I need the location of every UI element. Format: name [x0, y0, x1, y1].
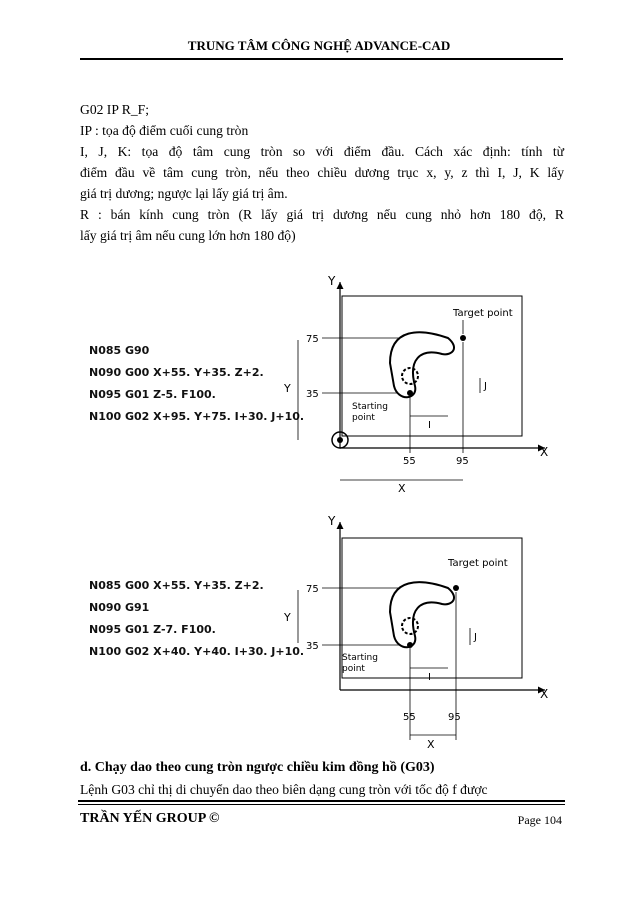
- arc-slot: [390, 582, 454, 647]
- start-label-1: Starting: [342, 653, 378, 663]
- page-header-title: TRUNG TÂM CÔNG NGHỆ ADVANCE-CAD: [187, 38, 451, 53]
- arc-slot: [390, 332, 454, 397]
- body-line-4: điểm đầu về tâm cung tròn, nếu theo chiều dương trục x, y, z thì I, J, K lấy: [80, 165, 564, 180]
- figure2-code-line: N090 G91: [89, 601, 150, 614]
- tick-x55: 55: [403, 712, 416, 723]
- y-axis-label: Y: [328, 514, 336, 528]
- target-point: [460, 335, 466, 341]
- start-point: [407, 390, 413, 396]
- body-line-7: lấy giá trị âm nếu cung lớn hơn 180 độ): [80, 228, 296, 243]
- figure2-code-line: N100 G02 X+40. Y+40. I+30. J+10.: [89, 645, 305, 658]
- tick-x95: 95: [456, 456, 469, 467]
- tick-x55: 55: [403, 456, 416, 467]
- body-line-5: giá trị dương; ngược lại lấy giá trị âm.: [80, 186, 288, 201]
- target-label: Target point: [453, 308, 513, 319]
- y-axis-label: Y: [328, 274, 336, 288]
- body-line-3: I, J, K: tọa độ tâm cung tròn so với điểm đầu. Cách xác định: tính từ: [80, 144, 564, 159]
- i-label: I: [428, 420, 431, 431]
- figure2-code-line: N085 G00 X+55. Y+35. Z+2.: [89, 579, 264, 592]
- figure1-code-line: N090 G00 X+55. Y+35. Z+2.: [89, 366, 264, 379]
- header-rule: [80, 58, 563, 60]
- tick-y35: 35: [306, 641, 319, 652]
- tick-y75: 75: [306, 584, 319, 595]
- figure2-diagram: [270, 510, 570, 755]
- y-dimension-label: Y: [284, 611, 291, 624]
- page-number: Page 104: [517, 813, 562, 827]
- section-heading: d. Chạy dao theo cung tròn ngược chiều kim đồng hồ (G03): [80, 760, 435, 775]
- start-label-2: point: [352, 413, 375, 423]
- tick-x95: 95: [448, 712, 461, 723]
- body-line-6: R : bán kính cung tròn (R lấy giá trị dương nếu cung nhỏ hơn 180 độ, R: [80, 207, 564, 222]
- footer-group-name: TRẦN YẾN GROUP ©: [80, 811, 220, 826]
- figure2-code-line: N095 G01 Z-7. F100.: [89, 623, 216, 636]
- footer-rule: [78, 800, 565, 802]
- x-axis-label: X: [540, 445, 549, 459]
- target-label: Target point: [448, 558, 508, 569]
- x-dimension-label: X: [427, 738, 435, 751]
- y-dimension-label: Y: [284, 382, 291, 395]
- origin-dot: [337, 437, 343, 443]
- figure1-code-line: N085 G90: [89, 344, 150, 357]
- j-label: J: [474, 632, 477, 643]
- target-point: [453, 585, 459, 591]
- footer-rule-thin: [78, 804, 565, 805]
- j-label: J: [484, 381, 487, 392]
- i-label: I: [428, 672, 431, 683]
- x-axis-label: X: [540, 687, 549, 701]
- start-label-2: point: [342, 664, 365, 674]
- x-dimension-label: X: [398, 482, 406, 495]
- start-label-1: Starting: [352, 402, 388, 412]
- body-line-1: G02 IP R_F;: [80, 102, 149, 117]
- tick-y35: 35: [306, 389, 319, 400]
- body-line-2: IP : tọa độ điểm cuối cung tròn: [80, 123, 249, 138]
- figure1-code-line: N100 G02 X+95. Y+75. I+30. J+10.: [89, 410, 305, 423]
- start-point: [407, 642, 413, 648]
- tick-y75: 75: [306, 334, 319, 345]
- section-text: Lệnh G03 chỉ thị di chuyển dao theo biên dạng cung tròn với tốc độ f được: [80, 782, 488, 797]
- figure1-code-line: N095 G01 Z-5. F100.: [89, 388, 216, 401]
- figure1-diagram: [270, 268, 570, 508]
